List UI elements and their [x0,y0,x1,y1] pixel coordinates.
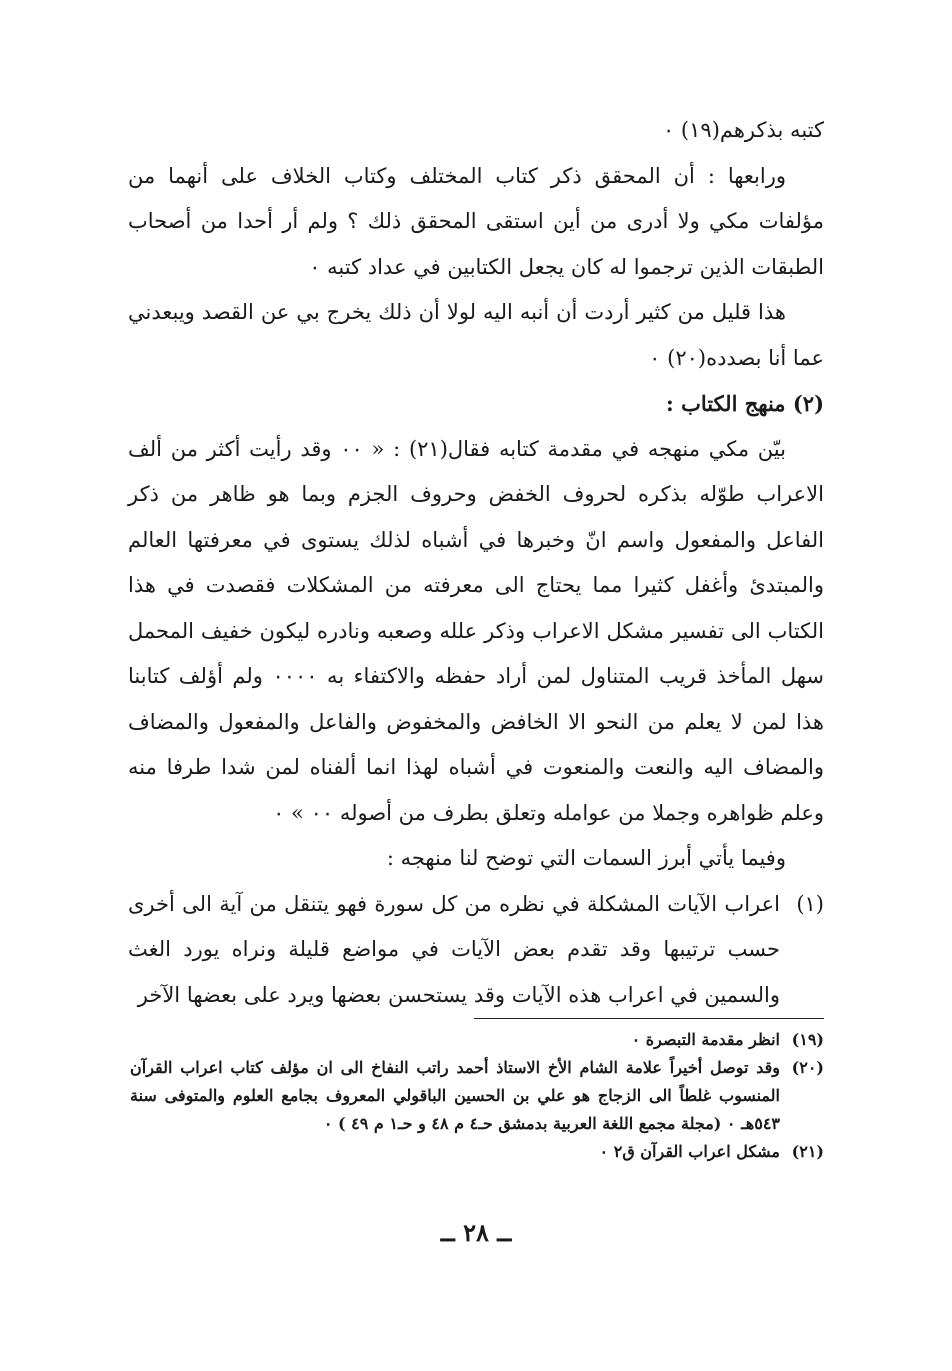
list-item [128,882,824,1019]
footnote-text: مشكل اعراب القرآن ق٢ ٠ [599,1142,780,1161]
footnote-number: (٢١) [791,1142,824,1161]
section-heading: (٢) منهج الكتاب : [666,391,824,416]
footnote [130,1138,824,1166]
footnote-number: (٢٠) [791,1058,824,1077]
paragraph-method-quote: بيّن مكي منهجه في مقدمة كتابه فقال(٢١) : « ٠٠ وقد رأيت أكثر من ألف الاعراب طوّله بذكره لحروف الخفض وحروف الجزم وبما هو ظاهر من ذكر الفاعل والمفعول واسم انّ وخبرها في أشباه لذلك يستوى في معرفتها العالم والمبتدئ وأغفل كثيرا مما يحتاج الى معرفته من المشكلات فقصدت في هذا الكتاب الى تفسير مشكل الاعراب وذكر علله وصعبه ونادره ليكون خفيف المحمل سهل المأخذ قريب المتناول لمن أراد حفظه والاكتفاء به ٠٠٠٠ ولم أؤلف كتابنا هذا لمن لا يعلم من النحو الا الخافض والمخفوض والفاعل والمفعول والمضاف والمضاف اليه والنعت والمنعوت في أشباه لهذا انما ألفناه لمن شدا طرفا منه وعلم ظواهره وجملا من عوامله وتعلق بطرف من أصوله ٠٠ » ٠ [128,436,824,825]
paragraph-continuation: كتبه بذكرهم(١٩) ٠ [662,118,824,142]
footnote [130,1026,824,1054]
list-item-text: اعراب الآيات المشكلة في نظره من كل سورة فهو يتنقل من آية الى أخرى حسب ترتيبها وقد تقدم بعض الآيات في مواضع قليلة ونراه يورد الغث والسمين في اعراب هذه الآيات وقد يستحسن بعضها ويرد على بعضها الآخر [128,891,780,1007]
footnote [130,1054,824,1138]
footnote-text: وقد توصل أخيراً علامة الشام الأخ الاستاذ أحمد راتب النفاخ الى ان مؤلف كتاب اعراب القرآن المنسوب غلطاً الى الزجاج هو علي بن الحسين الباقولي المعروف بجامع العلوم والمتوفى سنة ٥٤٣هـ ٠ (مجلة مجمع اللغة العربية بدمشق حـ٤ م ٤٨ و حـ١ م ٤٩ ) ٠ [130,1058,781,1133]
paragraph-summary: هذا قليل من كثير أردت أن أنبه اليه لولا أن ذلك يخرج بي عن القصد ويبعدني عما أنا بصدده(٢٠) ٠ [128,300,824,370]
list-item-number: (١) [796,891,824,916]
main-text [128,108,824,1018]
footnote-number: (١٩) [791,1030,824,1049]
footnotes [130,1026,824,1166]
footnote-text: انظر مقدمة التبصرة ٠ [631,1030,780,1049]
footnote-divider [474,1018,824,1019]
paragraph-fourth-point: ورابعها : أن المحقق ذكر كتاب المختلف وكتاب الخلاف على أنهما من مؤلفات مكي ولا أدرى من أين استقى المحقق ذلك ؟ ولم أر أحدا من أصحاب الطبقات الذين ترجموا له كان يجعل الكتابين في عداد كتبه ٠ [128,163,824,279]
page-number: ــ ٢٨ ــ [440,1218,512,1247]
paragraph-features-intro: وفيما يأتي أبرز السمات التي توضح لنا منهجه : [386,846,786,870]
